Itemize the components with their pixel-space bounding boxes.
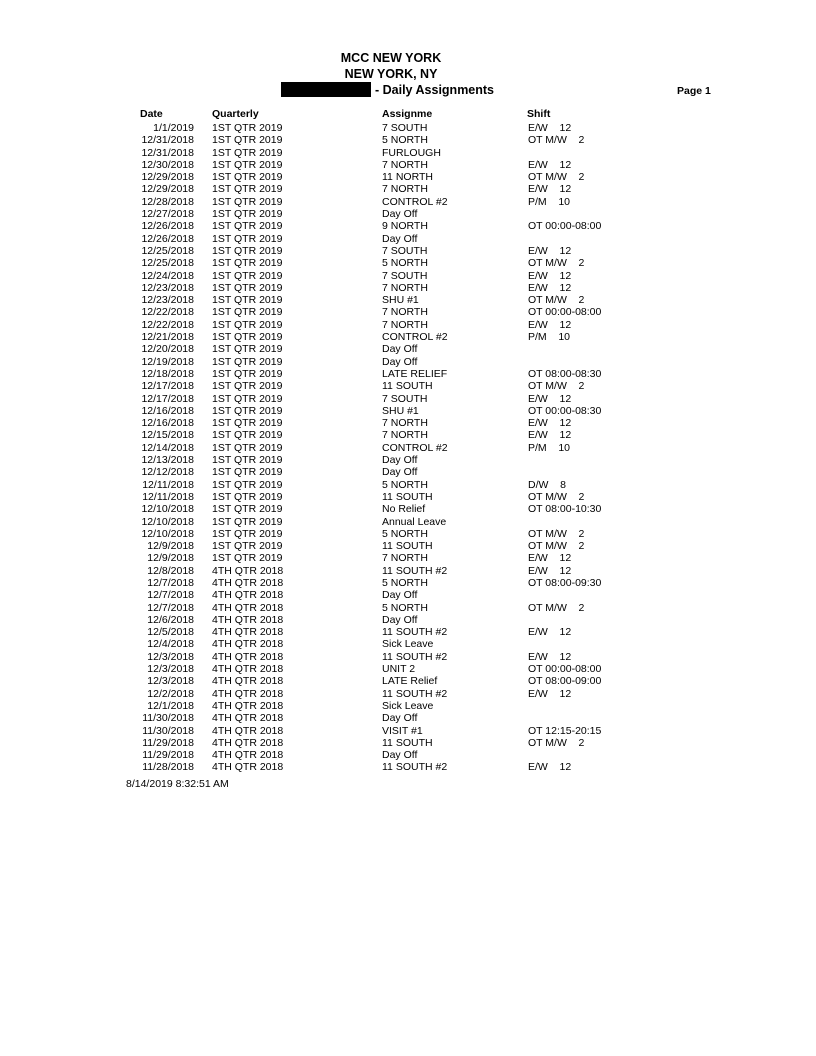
- shift-cell: OT 08:00-08:30: [528, 367, 602, 380]
- table-row: [0, 725, 816, 737]
- table-row: [0, 479, 816, 491]
- assignment-cell: 11 SOUTH #2: [382, 564, 448, 577]
- print-timestamp: 8/14/2019 8:32:51 AM: [126, 778, 229, 790]
- shift-cell: OT 00:00-08:30: [528, 404, 602, 417]
- shift-cell: D/W 8: [528, 478, 566, 491]
- table-row: [0, 294, 816, 306]
- assignment-cell: 11 SOUTH: [382, 380, 433, 393]
- assignment-cell: SHU #1: [382, 294, 419, 307]
- quarter-cell: 1ST QTR 2019: [212, 220, 283, 233]
- quarter-cell: 4TH QTR 2018: [212, 589, 284, 602]
- quarter-cell: 4TH QTR 2018: [212, 699, 284, 712]
- table-row: [0, 282, 816, 294]
- shift-cell: OT 08:00-09:00: [528, 675, 602, 688]
- page-number: Page 1: [677, 85, 711, 97]
- assignment-cell: 7 NORTH: [382, 183, 428, 196]
- table-row: [0, 122, 816, 134]
- table-row: [0, 220, 816, 232]
- date-cell: 12/31/2018: [141, 134, 194, 147]
- date-cell: 12/16/2018: [141, 404, 194, 417]
- column-header-assignment: Assignme: [382, 108, 433, 120]
- table-row: [0, 565, 816, 577]
- date-cell: 12/28/2018: [141, 195, 194, 208]
- date-cell: 12/17/2018: [141, 380, 194, 393]
- assignment-cell: 11 SOUTH: [382, 490, 433, 503]
- quarter-cell: 4TH QTR 2018: [212, 712, 284, 725]
- shift-cell: E/W 12: [528, 417, 572, 430]
- date-cell: 12/7/2018: [147, 589, 194, 602]
- assignment-cell: 5 NORTH: [382, 527, 428, 540]
- shift-cell: E/W 12: [528, 687, 572, 700]
- quarter-cell: 4TH QTR 2018: [212, 663, 284, 676]
- table-row: [0, 540, 816, 552]
- assignment-cell: LATE Relief: [382, 675, 438, 688]
- table-row: [0, 663, 816, 675]
- quarter-cell: 4TH QTR 2018: [212, 650, 284, 663]
- date-cell: 11/30/2018: [142, 712, 194, 725]
- table-row: [0, 233, 816, 245]
- date-cell: 12/17/2018: [141, 392, 194, 405]
- assignment-cell: UNIT 2: [382, 663, 416, 676]
- table-row: [0, 761, 816, 773]
- table-row: [0, 737, 816, 749]
- assignment-cell: 9 NORTH: [382, 220, 428, 233]
- assignment-cell: 11 SOUTH #2: [382, 687, 448, 700]
- table-row: [0, 749, 816, 761]
- date-cell: 12/23/2018: [141, 281, 194, 294]
- date-cell: 12/14/2018: [141, 441, 194, 454]
- facility-location: NEW YORK, NY: [344, 67, 438, 81]
- date-cell: 12/20/2018: [141, 343, 194, 356]
- shift-cell: E/W 12: [528, 650, 572, 663]
- table-row: [0, 270, 816, 282]
- shift-cell: E/W 12: [528, 761, 572, 774]
- quarter-cell: 1ST QTR 2019: [212, 441, 283, 454]
- assignment-cell: Day Off: [382, 749, 418, 762]
- date-cell: 12/2/2018: [147, 687, 194, 700]
- date-cell: 12/19/2018: [141, 355, 194, 368]
- quarter-cell: 1ST QTR 2019: [212, 404, 283, 417]
- date-cell: 12/15/2018: [141, 429, 194, 442]
- date-cell: 12/10/2018: [141, 503, 194, 516]
- table-row: [0, 319, 816, 331]
- quarter-cell: 1ST QTR 2019: [212, 257, 283, 270]
- date-cell: 12/25/2018: [141, 244, 194, 257]
- shift-cell: E/W 12: [528, 318, 572, 331]
- assignment-table: [0, 122, 816, 774]
- shift-cell: OT 00:00-08:00: [528, 306, 602, 319]
- assignment-cell: 7 NORTH: [382, 417, 428, 430]
- date-cell: 12/8/2018: [147, 564, 194, 577]
- date-cell: 12/24/2018: [141, 269, 194, 282]
- assignment-cell: Annual Leave: [382, 515, 447, 528]
- quarter-cell: 1ST QTR 2019: [212, 343, 283, 356]
- shift-cell: E/W 12: [528, 183, 572, 196]
- date-cell: 12/1/2018: [147, 699, 194, 712]
- quarter-cell: 1ST QTR 2019: [212, 392, 283, 405]
- table-row: [0, 503, 816, 515]
- table-row: [0, 159, 816, 171]
- quarter-cell: 1ST QTR 2019: [212, 490, 283, 503]
- assignment-cell: 7 SOUTH: [382, 392, 428, 405]
- quarter-cell: 1ST QTR 2019: [212, 367, 283, 380]
- table-row: [0, 442, 816, 454]
- assignment-cell: LATE RELIEF: [382, 367, 448, 380]
- table-row: [0, 196, 816, 208]
- assignment-cell: VISIT #1: [382, 724, 423, 737]
- table-row: [0, 429, 816, 441]
- table-row: [0, 651, 816, 663]
- table-row: [0, 393, 816, 405]
- assignment-cell: 7 NORTH: [382, 281, 428, 294]
- table-row: [0, 343, 816, 355]
- quarter-cell: 4TH QTR 2018: [212, 724, 284, 737]
- assignment-cell: FURLOUGH: [382, 146, 441, 159]
- column-header-quarterly: Quarterly: [212, 108, 259, 120]
- shift-cell: OT 00:00-08:00: [528, 663, 602, 676]
- table-row: [0, 368, 816, 380]
- assignment-cell: 5 NORTH: [382, 134, 428, 147]
- date-cell: 12/27/2018: [141, 208, 194, 221]
- assignment-cell: Day Off: [382, 454, 418, 467]
- table-row: [0, 626, 816, 638]
- table-row: [0, 183, 816, 195]
- quarter-cell: 1ST QTR 2019: [212, 171, 283, 184]
- date-cell: 11/29/2018: [142, 749, 194, 762]
- shift-cell: E/W 12: [528, 244, 572, 257]
- assignment-cell: Day Off: [382, 343, 418, 356]
- date-cell: 12/26/2018: [141, 232, 194, 245]
- quarter-cell: 1ST QTR 2019: [212, 134, 283, 147]
- table-row: [0, 638, 816, 650]
- table-row: [0, 356, 816, 368]
- table-row: [0, 491, 816, 503]
- date-cell: 12/10/2018: [141, 527, 194, 540]
- quarter-cell: 1ST QTR 2019: [212, 281, 283, 294]
- quarter-cell: 1ST QTR 2019: [212, 122, 283, 134]
- assignment-cell: 5 NORTH: [382, 601, 428, 614]
- quarter-cell: 4TH QTR 2018: [212, 761, 284, 774]
- assignment-cell: Day Off: [382, 232, 418, 245]
- quarter-cell: 1ST QTR 2019: [212, 466, 283, 479]
- assignment-cell: SHU #1: [382, 404, 419, 417]
- date-cell: 12/9/2018: [147, 540, 194, 553]
- shift-cell: E/W 12: [528, 281, 572, 294]
- assignment-cell: 11 NORTH: [382, 171, 433, 184]
- date-cell: 12/26/2018: [141, 220, 194, 233]
- column-headers: [0, 108, 816, 122]
- date-cell: 1/1/2019: [153, 122, 194, 134]
- assignment-cell: 11 SOUTH #2: [382, 761, 448, 774]
- assignment-cell: 5 NORTH: [382, 257, 428, 270]
- quarter-cell: 4TH QTR 2018: [212, 601, 284, 614]
- table-row: [0, 675, 816, 687]
- quarter-cell: 1ST QTR 2019: [212, 503, 283, 516]
- date-cell: 12/4/2018: [147, 638, 194, 651]
- shift-cell: P/M 10: [528, 195, 571, 208]
- table-row: [0, 257, 816, 269]
- quarter-cell: 1ST QTR 2019: [212, 306, 283, 319]
- date-cell: 12/21/2018: [141, 331, 194, 344]
- shift-cell: OT 08:00-10:30: [528, 503, 602, 516]
- date-cell: 12/22/2018: [141, 306, 194, 319]
- shift-cell: OT 00:00-08:00: [528, 220, 602, 233]
- quarter-cell: 1ST QTR 2019: [212, 552, 283, 565]
- date-cell: 12/12/2018: [141, 466, 194, 479]
- date-cell: 12/11/2018: [142, 478, 194, 491]
- date-cell: 12/3/2018: [147, 675, 194, 688]
- table-row: [0, 614, 816, 626]
- table-row: [0, 552, 816, 564]
- table-row: [0, 577, 816, 589]
- assignment-cell: 7 NORTH: [382, 318, 428, 331]
- shift-cell: OT M/W 2: [528, 527, 585, 540]
- table-row: [0, 700, 816, 712]
- shift-cell: E/W 12: [528, 269, 572, 282]
- quarter-cell: 1ST QTR 2019: [212, 208, 283, 221]
- table-row: [0, 516, 816, 528]
- quarter-cell: 1ST QTR 2019: [212, 515, 283, 528]
- shift-cell: OT M/W 2: [528, 540, 585, 553]
- quarter-cell: 4TH QTR 2018: [212, 626, 284, 639]
- assignment-cell: 11 SOUTH #2: [382, 626, 448, 639]
- report-title-row: [0, 82, 816, 98]
- assignment-cell: Day Off: [382, 589, 418, 602]
- quarter-cell: 1ST QTR 2019: [212, 454, 283, 467]
- assignment-cell: 7 NORTH: [382, 158, 428, 171]
- date-cell: 12/22/2018: [141, 318, 194, 331]
- quarter-cell: 4TH QTR 2018: [212, 675, 284, 688]
- assignment-cell: Day Off: [382, 466, 418, 479]
- shift-cell: OT M/W 2: [528, 134, 585, 147]
- assignment-cell: Day Off: [382, 355, 418, 368]
- table-row: [0, 134, 816, 146]
- table-row: [0, 589, 816, 601]
- quarter-cell: 1ST QTR 2019: [212, 331, 283, 344]
- date-cell: 11/28/2018: [142, 761, 194, 774]
- table-row: [0, 466, 816, 478]
- table-row: [0, 147, 816, 159]
- table-row: [0, 454, 816, 466]
- assignment-cell: Sick Leave: [382, 638, 434, 651]
- quarter-cell: 1ST QTR 2019: [212, 429, 283, 442]
- quarter-cell: 1ST QTR 2019: [212, 146, 283, 159]
- date-cell: 12/29/2018: [141, 183, 194, 196]
- report-title: - Daily Assignments: [375, 83, 495, 97]
- shift-cell: OT M/W 2: [528, 294, 585, 307]
- table-row: [0, 245, 816, 257]
- shift-cell: E/W 12: [528, 552, 572, 565]
- quarter-cell: 4TH QTR 2018: [212, 564, 284, 577]
- column-header-date: Date: [140, 108, 163, 120]
- shift-cell: E/W 12: [528, 392, 572, 405]
- quarter-cell: 1ST QTR 2019: [212, 380, 283, 393]
- shift-cell: E/W 12: [528, 564, 572, 577]
- quarter-cell: 1ST QTR 2019: [212, 232, 283, 245]
- shift-cell: E/W 12: [528, 429, 572, 442]
- quarter-cell: 1ST QTR 2019: [212, 183, 283, 196]
- assignment-cell: CONTROL #2: [382, 331, 448, 344]
- assignment-cell: 11 SOUTH: [382, 540, 433, 553]
- quarter-cell: 1ST QTR 2019: [212, 269, 283, 282]
- date-cell: 12/25/2018: [141, 257, 194, 270]
- shift-cell: P/M 10: [528, 331, 571, 344]
- date-cell: 12/3/2018: [147, 650, 194, 663]
- quarter-cell: 1ST QTR 2019: [212, 540, 283, 553]
- shift-cell: OT M/W 2: [528, 171, 585, 184]
- date-cell: 12/31/2018: [141, 146, 194, 159]
- shift-cell: OT M/W 2: [528, 490, 585, 503]
- assignment-cell: CONTROL #2: [382, 195, 448, 208]
- shift-cell: P/M 10: [528, 441, 571, 454]
- assignment-cell: 7 NORTH: [382, 552, 428, 565]
- date-cell: 12/9/2018: [147, 552, 194, 565]
- shift-cell: OT M/W 2: [528, 601, 585, 614]
- assignment-cell: 7 NORTH: [382, 429, 428, 442]
- quarter-cell: 4TH QTR 2018: [212, 613, 284, 626]
- quarter-cell: 1ST QTR 2019: [212, 195, 283, 208]
- table-row: [0, 306, 816, 318]
- table-row: [0, 688, 816, 700]
- date-cell: 12/7/2018: [147, 601, 194, 614]
- table-row: [0, 171, 816, 183]
- redaction-box: [281, 82, 371, 97]
- assignment-cell: CONTROL #2: [382, 441, 448, 454]
- assignment-cell: 7 NORTH: [382, 306, 428, 319]
- shift-cell: OT M/W 2: [528, 380, 585, 393]
- assignment-cell: 7 SOUTH: [382, 122, 428, 134]
- quarter-cell: 1ST QTR 2019: [212, 244, 283, 257]
- table-row: [0, 712, 816, 724]
- date-cell: 12/7/2018: [147, 576, 194, 589]
- assignment-cell: 11 SOUTH: [382, 736, 433, 749]
- quarter-cell: 1ST QTR 2019: [212, 158, 283, 171]
- shift-cell: OT M/W 2: [528, 736, 585, 749]
- table-row: [0, 417, 816, 429]
- assignment-cell: 11 SOUTH #2: [382, 650, 448, 663]
- date-cell: 11/29/2018: [142, 736, 194, 749]
- date-cell: 12/30/2018: [141, 158, 194, 171]
- quarter-cell: 1ST QTR 2019: [212, 417, 283, 430]
- date-cell: 12/29/2018: [141, 171, 194, 184]
- shift-cell: E/W 12: [528, 122, 572, 134]
- quarter-cell: 4TH QTR 2018: [212, 736, 284, 749]
- quarter-cell: 4TH QTR 2018: [212, 749, 284, 762]
- quarter-cell: 4TH QTR 2018: [212, 576, 284, 589]
- assignment-cell: Day Off: [382, 613, 418, 626]
- date-cell: 12/5/2018: [147, 626, 194, 639]
- assignment-cell: Sick Leave: [382, 699, 434, 712]
- table-row: [0, 405, 816, 417]
- table-row: [0, 331, 816, 343]
- date-cell: 12/23/2018: [141, 294, 194, 307]
- quarter-cell: 1ST QTR 2019: [212, 355, 283, 368]
- table-row: [0, 208, 816, 220]
- shift-cell: OT M/W 2: [528, 257, 585, 270]
- table-row: [0, 602, 816, 614]
- table-row: [0, 380, 816, 392]
- date-cell: 12/6/2018: [147, 613, 194, 626]
- quarter-cell: 4TH QTR 2018: [212, 638, 284, 651]
- date-cell: 12/18/2018: [141, 367, 194, 380]
- date-cell: 12/10/2018: [141, 515, 194, 528]
- shift-cell: E/W 12: [528, 158, 572, 171]
- assignment-cell: No Relief: [382, 503, 426, 516]
- column-header-shift: Shift: [527, 108, 551, 120]
- assignment-cell: 7 SOUTH: [382, 244, 428, 257]
- assignment-cell: 5 NORTH: [382, 478, 428, 491]
- assignment-cell: Day Off: [382, 712, 418, 725]
- quarter-cell: 1ST QTR 2019: [212, 527, 283, 540]
- report-header: [0, 50, 782, 82]
- date-cell: 12/16/2018: [141, 417, 194, 430]
- table-row: [0, 528, 816, 540]
- shift-cell: E/W 12: [528, 626, 572, 639]
- assignment-cell: 5 NORTH: [382, 576, 428, 589]
- assignment-cell: Day Off: [382, 208, 418, 221]
- date-cell: 12/11/2018: [142, 490, 194, 503]
- shift-cell: OT 12:15-20:15: [528, 724, 602, 737]
- date-cell: 12/13/2018: [141, 454, 194, 467]
- date-cell: 11/30/2018: [142, 724, 194, 737]
- quarter-cell: 4TH QTR 2018: [212, 687, 284, 700]
- date-cell: 12/3/2018: [147, 663, 194, 676]
- quarter-cell: 1ST QTR 2019: [212, 478, 283, 491]
- facility-name: MCC NEW YORK: [340, 51, 442, 65]
- quarter-cell: 1ST QTR 2019: [212, 318, 283, 331]
- assignment-cell: 7 SOUTH: [382, 269, 428, 282]
- shift-cell: OT 08:00-09:30: [528, 576, 602, 589]
- quarter-cell: 1ST QTR 2019: [212, 294, 283, 307]
